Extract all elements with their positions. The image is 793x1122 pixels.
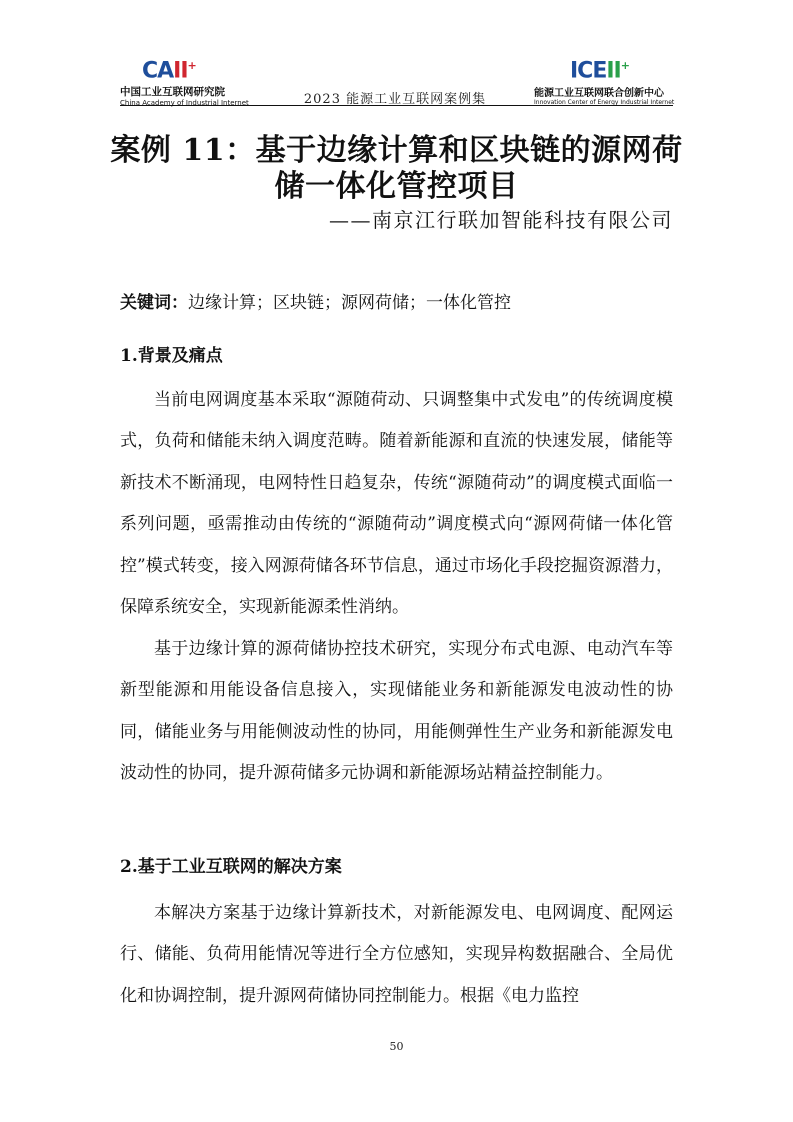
caii-name-en: China Academy of Industrial Internet [120,99,249,108]
paragraph: 当前电网调度基本采取“源随荷动、只调整集中式发电”的传统调度模式，负荷和储能未纳入调度范畴。随着新能源和直流的快速发展，储能等新技术不断涌现，电网特性日趋复杂，传统“源随荷动”的调度模式面临一系列问题，亟需推动由传统的“源随荷动”调度模式向“源网荷储一体化管控”模式转变，接入网源荷储各环节信息，通过市场化手段挖掘资源潜力，保障系统安全，实现新能源柔性消纳。 [120,390,673,618]
keywords-line [120,288,673,313]
header-divider [120,105,673,106]
section-heading-background: 1.背景及痛点 [120,346,223,366]
running-header-title: 2023 能源工业互联网案例集 [303,92,487,107]
case-title: 案例 11：基于边缘计算和区块链的源网荷储一体化管控项目 [110,133,683,204]
caii-logo-mark: CAII+ [142,58,196,84]
paragraph: 本解决方案基于边缘计算新技术，对新能源发电、电网调度、配网运行、储能、负荷用能情况等进行全方位感知，实现异构数据融合、全局优化和协调控制，提升源网荷储协同控制能力。根据《电力监控 [120,903,673,1006]
iceii-name-en: Innovation Center of Energy Industrial Internet [534,99,675,107]
iceii-logo [520,55,675,107]
caii-logo [120,55,270,107]
page-number: 50 [389,1040,404,1053]
caii-name-cn: 中国工业互联网研究院 [120,86,225,99]
case-company: ——南京江行联加智能科技有限公司 [329,208,673,232]
paragraph: 基于边缘计算的源荷储协控技术研究，实现分布式电源、电动汽车等新型能源和用能设备信息接入，实现储能业务和新能源发电波动性的协同，储能业务与用能侧波动性的协同，用能侧弹性生产业务和新能源发电波动性的协同，提升源荷储多元协调和新能源场站精益控制能力。 [120,639,673,784]
iceii-name-cn: 能源工业互联网联合创新中心 [534,88,664,100]
iceii-logo-mark: ICEII+ [570,58,629,84]
section-heading-solution: 2.基于工业互联网的解决方案 [120,857,342,877]
keywords-label: 关键词： [120,293,188,313]
keywords-list: 边缘计算；区块链；源网荷储；一体化管控 [188,293,511,313]
